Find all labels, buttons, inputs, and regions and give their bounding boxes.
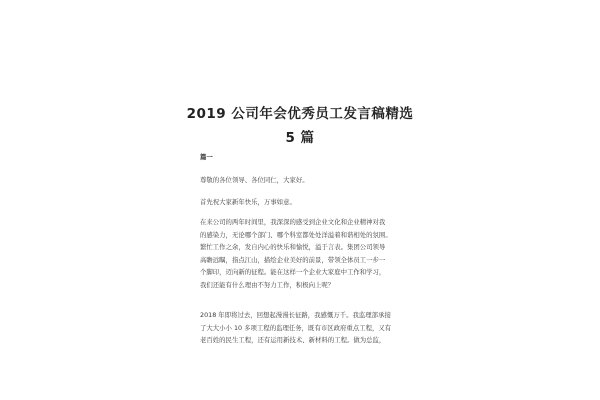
paragraph-1 — [200, 216, 410, 292]
greeting-paragraph: 尊敬的各位领导、各位同仁，大家好。 — [200, 176, 309, 184]
document-title: 2019 公司年会优秀员工发言稿精选 — [186, 106, 414, 122]
paragraph-line: 老百姓的民生工程，还有运用新技术、新材料的工程。做为总监， — [200, 336, 386, 345]
paragraph-line: 繁忙工作之余，发自内心的快乐和愉悦，溢于言表。集团公司领导 — [200, 243, 386, 252]
new-year-wish-paragraph: 首先祝大家新年快乐，万事如意。 — [200, 198, 296, 206]
paragraph-line: 了大大小小 10 多项工程的监理任务，既有市区政府重点工程，又有 — [200, 323, 392, 332]
document-title-line2: 5 篇 — [285, 130, 315, 146]
paragraph-2 — [200, 309, 410, 347]
paragraph-line: 的感染力，无论哪个部门、哪个科室都处处洋溢着和谐相处的氛围。 — [200, 230, 392, 239]
paragraph-line: 我们还能有什么理由不努力工作，积极向上呢？ — [200, 280, 335, 289]
paragraph-line: 2018 年即将过去，回想起漫漫长征路，我感慨万千。我监理部承接 — [200, 311, 391, 319]
section-heading: 篇一 — [200, 153, 213, 161]
paragraph-line: 高瞻远瞩，指点江山，描绘企业美好的前景，带领全体员工一步一 — [200, 255, 386, 264]
paragraph-line: 在来公司的两年时间里，我深深的感受到企业文化和企业精神对我 — [200, 218, 386, 226]
paragraph-line: 个脚印，迈向新的征程。能在这样一个企业大家庭中工作和学习， — [200, 268, 386, 277]
